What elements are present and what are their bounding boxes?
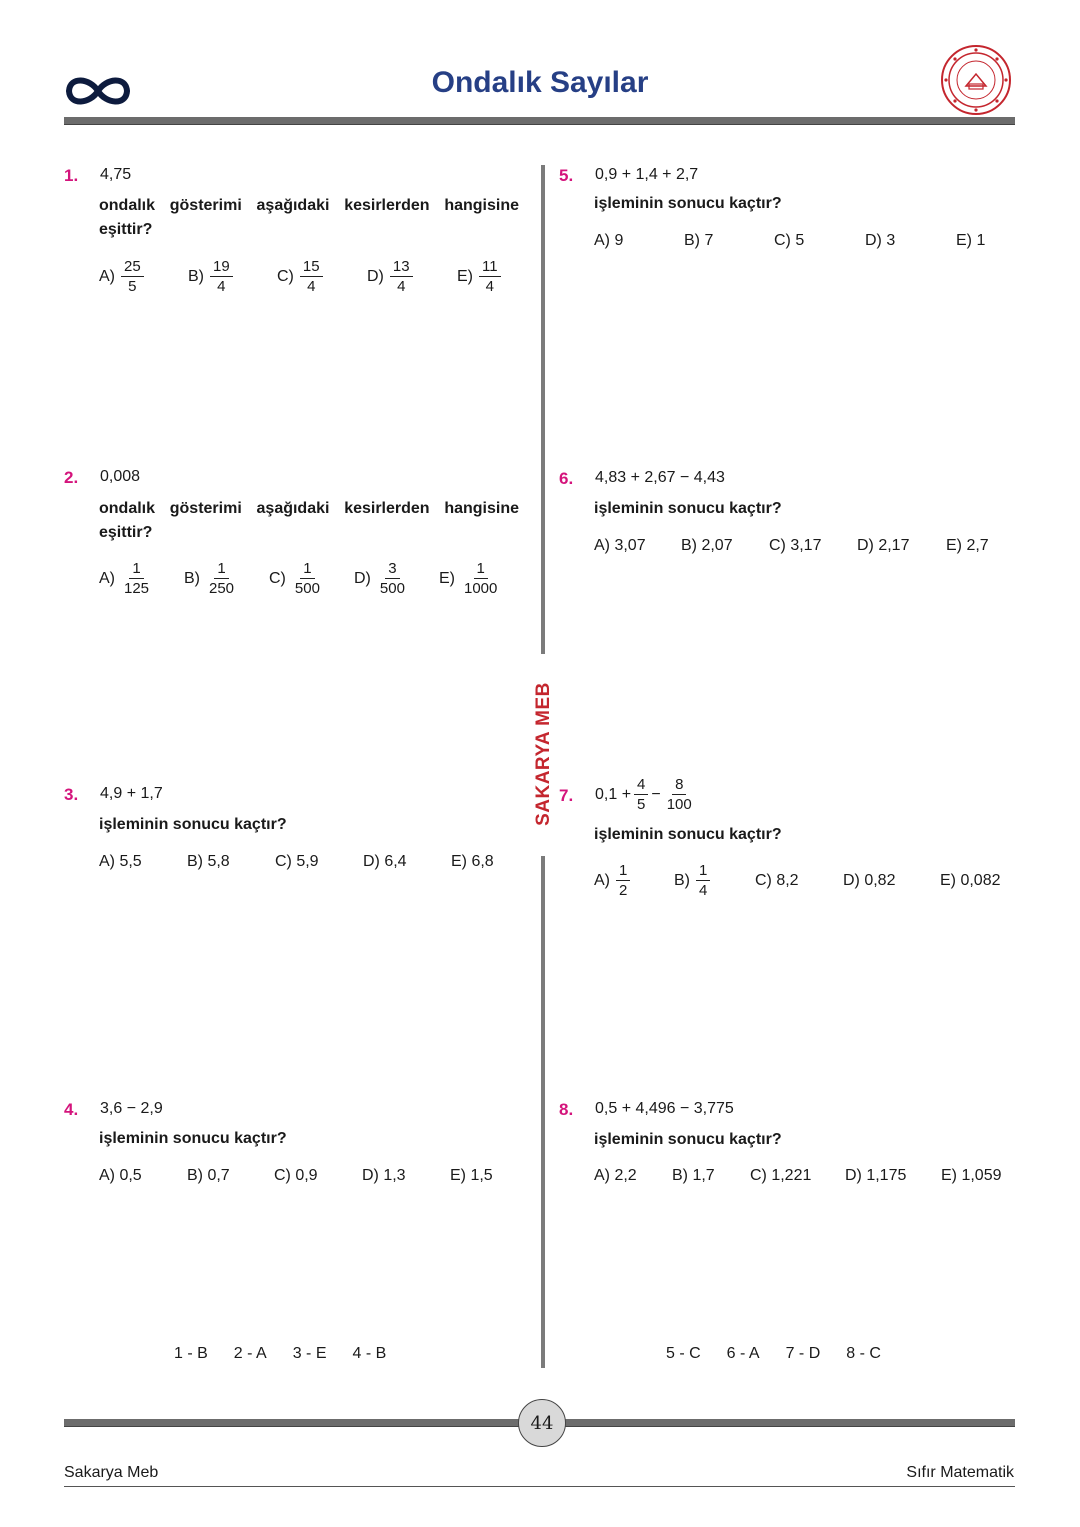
question-number: 7. bbox=[559, 786, 574, 805]
option-b[interactable]: B) 1,7 bbox=[672, 1167, 715, 1184]
page-number: 44 bbox=[518, 1399, 566, 1447]
option-e[interactable]: E) 1,5 bbox=[450, 1167, 493, 1184]
option-e[interactable]: E) 6,8 bbox=[451, 853, 494, 870]
option-d[interactable]: D) $\frac{3}{500}$ bbox=[354, 560, 405, 597]
header-bar bbox=[64, 117, 1015, 125]
question-expression: 0,9 + 1,4 + 2,7 bbox=[595, 166, 699, 183]
column-divider-top bbox=[541, 165, 545, 654]
footer-rule bbox=[64, 1486, 1015, 1487]
answer-key-left: 1 - B 2 - A 3 - E 4 - B bbox=[174, 1345, 387, 1362]
vertical-label: SAKARYA MEB bbox=[533, 682, 554, 826]
option-e[interactable]: E) 0,082 bbox=[940, 872, 1001, 889]
option-e[interactable]: E) $\frac{11}{4}$ bbox=[457, 258, 501, 295]
option-d[interactable]: D) 3 bbox=[865, 232, 896, 249]
question-number: 3. bbox=[64, 785, 79, 804]
question-6 bbox=[559, 469, 999, 569]
column-divider-bottom bbox=[541, 856, 545, 1368]
option-a[interactable]: A) 2,2 bbox=[594, 1167, 637, 1184]
question-2 bbox=[64, 468, 519, 598]
option-d[interactable]: D) 1,175 bbox=[845, 1167, 907, 1184]
question-expression: 0,5 + 4,496 − 3,775 bbox=[595, 1100, 734, 1117]
option-c[interactable]: C) 5 bbox=[774, 232, 805, 249]
option-a[interactable]: A) 5,5 bbox=[99, 853, 142, 870]
option-a[interactable]: A) 0,5 bbox=[99, 1167, 142, 1184]
question-8 bbox=[559, 1100, 1002, 1200]
option-c[interactable]: C) 1,221 bbox=[750, 1167, 812, 1184]
option-d[interactable]: D) 0,82 bbox=[843, 872, 896, 889]
option-a[interactable]: A) 3,07 bbox=[594, 537, 646, 554]
question-number: 1. bbox=[64, 166, 79, 185]
option-d[interactable]: D) 6,4 bbox=[363, 853, 407, 870]
question-prompt: ondalık gösterimi aşağıdaki kesirlerden hangisine eşittir? bbox=[99, 500, 519, 541]
question-prompt: işleminin sonucu kaçtır? bbox=[594, 1131, 782, 1148]
question-number: 2. bbox=[64, 468, 79, 487]
question-number: 6. bbox=[559, 469, 574, 488]
question-expression: 4,83 + 2,67 − 4,43 bbox=[595, 469, 725, 486]
option-c[interactable]: C) 3,17 bbox=[769, 537, 822, 554]
question-prompt: işleminin sonucu kaçtır? bbox=[594, 500, 782, 517]
question-4 bbox=[64, 1100, 504, 1200]
question-3 bbox=[64, 785, 504, 885]
option-c[interactable]: C) 0,9 bbox=[274, 1167, 318, 1184]
option-e[interactable]: E) 2,7 bbox=[946, 537, 989, 554]
question-expression: 3,6 − 2,9 bbox=[100, 1100, 163, 1117]
question-expression: 4,9 + 1,7 bbox=[100, 785, 163, 802]
option-d[interactable]: D) 1,3 bbox=[362, 1167, 406, 1184]
option-b[interactable]: B) 7 bbox=[684, 232, 714, 249]
footer-series: Sıfır Matematik bbox=[906, 1464, 1014, 1481]
question-5 bbox=[559, 166, 999, 266]
option-b[interactable]: B) 0,7 bbox=[187, 1167, 230, 1184]
question-prompt: işleminin sonucu kaçtır? bbox=[594, 826, 782, 843]
option-c[interactable]: C) 5,9 bbox=[275, 853, 319, 870]
option-b[interactable]: B) 5,8 bbox=[187, 853, 230, 870]
question-expression: 0,1 + $\frac{4}{5}$ − $\frac{8}{100}$ bbox=[595, 776, 692, 813]
question-number: 8. bbox=[559, 1100, 574, 1119]
option-a[interactable]: A) $\frac{1}{125}$ bbox=[99, 560, 150, 597]
question-7 bbox=[559, 776, 999, 906]
option-b[interactable]: B) $\frac{1}{250}$ bbox=[184, 560, 235, 597]
question-prompt: işleminin sonucu kaçtır? bbox=[594, 195, 782, 212]
question-prompt: ondalık gösterimi aşağıdaki kesirlerden hangisine eşittir? bbox=[99, 197, 519, 238]
answer-key-right: 5 - C 6 - A 7 - D 8 - C bbox=[666, 1345, 881, 1362]
question-prompt: işleminin sonucu kaçtır? bbox=[99, 1130, 287, 1147]
option-b[interactable]: B) $\frac{1}{4}$ bbox=[674, 862, 710, 899]
page-title: Ondalık Sayılar bbox=[431, 66, 649, 99]
option-b[interactable]: B) $\frac{19}{4}$ bbox=[188, 258, 233, 295]
option-c[interactable]: C) $\frac{15}{4}$ bbox=[277, 258, 323, 295]
option-e[interactable]: E) 1 bbox=[956, 232, 986, 249]
option-c[interactable]: C) 8,2 bbox=[755, 872, 799, 889]
question-expression: 0,008 bbox=[100, 468, 141, 485]
question-number: 5. bbox=[559, 166, 574, 185]
question-prompt: işleminin sonucu kaçtır? bbox=[99, 816, 287, 833]
option-a[interactable]: A) $\frac{1}{2}$ bbox=[594, 862, 630, 899]
option-d[interactable]: D) $\frac{13}{4}$ bbox=[367, 258, 413, 295]
ministry-seal-icon bbox=[940, 44, 1012, 121]
option-b[interactable]: B) 2,07 bbox=[681, 537, 733, 554]
question-number: 4. bbox=[64, 1100, 79, 1119]
question-expression: 4,75 bbox=[100, 166, 132, 183]
option-e[interactable]: E) $\frac{1}{1000}$ bbox=[439, 560, 498, 597]
option-d[interactable]: D) 2,17 bbox=[857, 537, 910, 554]
option-c[interactable]: C) $\frac{1}{500}$ bbox=[269, 560, 320, 597]
question-1 bbox=[64, 166, 519, 296]
footer-publisher: Sakarya Meb bbox=[64, 1464, 159, 1481]
option-a[interactable]: A) $\frac{25}{5}$ bbox=[99, 258, 144, 295]
option-a[interactable]: A) 9 bbox=[594, 232, 624, 249]
option-e[interactable]: E) 1,059 bbox=[941, 1167, 1002, 1184]
